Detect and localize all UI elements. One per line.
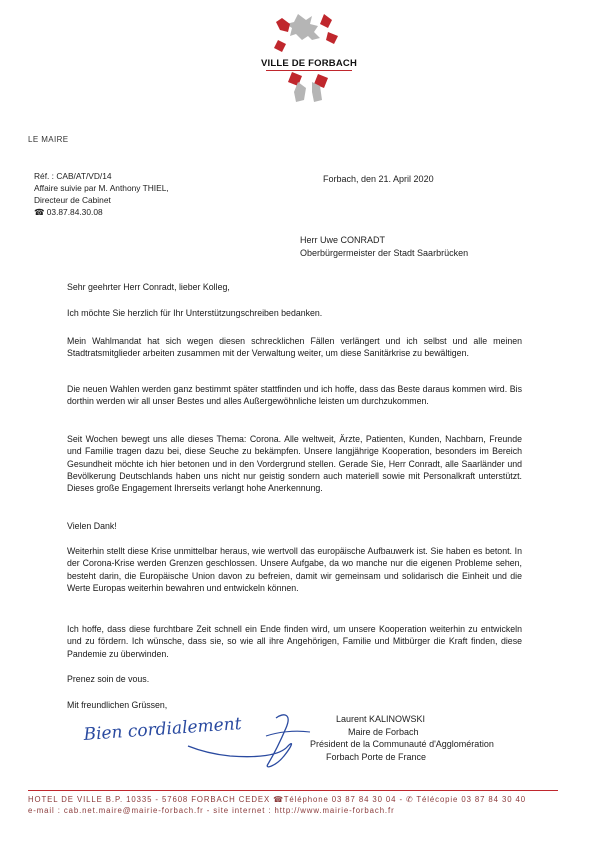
handler-role: Directeur de Cabinet: [34, 195, 111, 205]
letterhead-org: VILLE DE FORBACH: [260, 58, 358, 69]
paragraph: Vielen Dank!: [67, 521, 117, 531]
footer-divider: [28, 790, 558, 791]
paragraph: Seit Wochen bewegt uns alle dieses Thema: Corona. Alle weltweit, Ärzte, Patienten, Kunden, Nachbarn, Freunde und Familie tragen dazu bei, diese Seuche zu bekämpfen. Unsere langjährige Kooperation, besonders im Bereich Gesundheit möchte ich hier betonen und in den Vordergrund stellen. Gerade Sie, Herr Conradt, alle Saarländer und Bevölkerung Deutschlands haben uns nicht nur geistig sondern auch materiell sowie mit Personalkraft unterstützt. Dieses große Engagement Ihrerseits verlangt hohe Anerkennung.: [67, 434, 522, 494]
footer-address: HOTEL DE VILLE B.P. 10335 - 57608 FORBACH CEDEX ☎Téléphone 03 87 84 30 04 - ✆ Télécopie 03 87 84 30 40: [28, 795, 526, 804]
signer-role: Maire de Forbach: [348, 726, 419, 737]
sender-title: LE MAIRE: [28, 135, 69, 144]
paragraph: Mein Wahlmandat hat sich wegen diesen schrecklichen Fällen verlängert und ich selbst und alle meinen Stadtratsmitglieder arbeiten zusammen mit der Verwaltung weiter, um diese Sanitärkrise zu bewältigen.: [67, 336, 522, 359]
letter-date: Forbach, den 21. April 2020: [323, 174, 434, 184]
signer-block: [296, 713, 494, 763]
reference-block: [34, 170, 169, 218]
paragraph: Ich möchte Sie herzlich für Ihr Unterstützungschreiben bedanken.: [67, 308, 323, 318]
footer-contact: e-mail : cab.net.maire@mairie-forbach.fr - site internet : http://www.mairie-forbach.fr: [28, 806, 395, 815]
paragraph: Weiterhin stellt diese Krise unmittelbar heraus, wie wertvoll das europäische Aufbauwerk ist. Sie haben es betont. In der Corona-Krise werden Grenzen geschlossen. Unsere Aufgabe, da wo manche nur die eigenen Probleme sehen, besteht darin, die Europäische Union davon zu befreien, damit wir gemeinsam und solidarisch die Einheit und die Werte Europas weiterhin bewahren und entwickeln können.: [67, 546, 522, 593]
signer-role: Forbach Porte de France: [326, 751, 427, 762]
signer-role: Président de la Communauté d'Agglomération: [310, 739, 494, 750]
closing: Mit freundlichen Grüssen,: [67, 700, 168, 710]
recipient-block: [300, 234, 468, 260]
handwritten-signature: [80, 706, 320, 776]
handled-by: Affaire suivie par M. Anthony THIEL,: [34, 183, 169, 193]
greeting: Sehr geehrter Herr Conradt, lieber Kolleg,: [67, 282, 230, 292]
reference-number: Réf. : CAB/AT/VD/14: [34, 171, 112, 181]
signer-name: Laurent KALINOWSKI: [336, 714, 426, 724]
paragraph: Prenez soin de vous.: [67, 674, 150, 684]
recipient-name: Herr Uwe CONRADT: [300, 235, 386, 245]
recipient-title: Oberbürgermeister der Stadt Saarbrücken: [300, 248, 469, 258]
paragraph: Ich hoffe, dass diese furchtbare Zeit schnell ein Ende finden wird, um unsere Kooperation weiterhin zu entwickeln und zu fördern. Ich wünsche, dass sie, so wie all ihre Angehörigen, Familie und Mitbürger die Kraft finden, diese Pandemie zu überwinden.: [67, 624, 522, 659]
phone-number: ☎ 03.87.84.30.08: [34, 207, 103, 217]
svg-text:Bien cordialement: Bien cordialement: [82, 714, 243, 745]
paragraph: Die neuen Wahlen werden ganz bestimmt später stattfinden und ich hoffe, dass das Beste daraus kommen wird. Bis dorthin werden wir all unser Bestes und alles Außergewöhnliche leisten um durchzukommen.: [67, 384, 522, 407]
